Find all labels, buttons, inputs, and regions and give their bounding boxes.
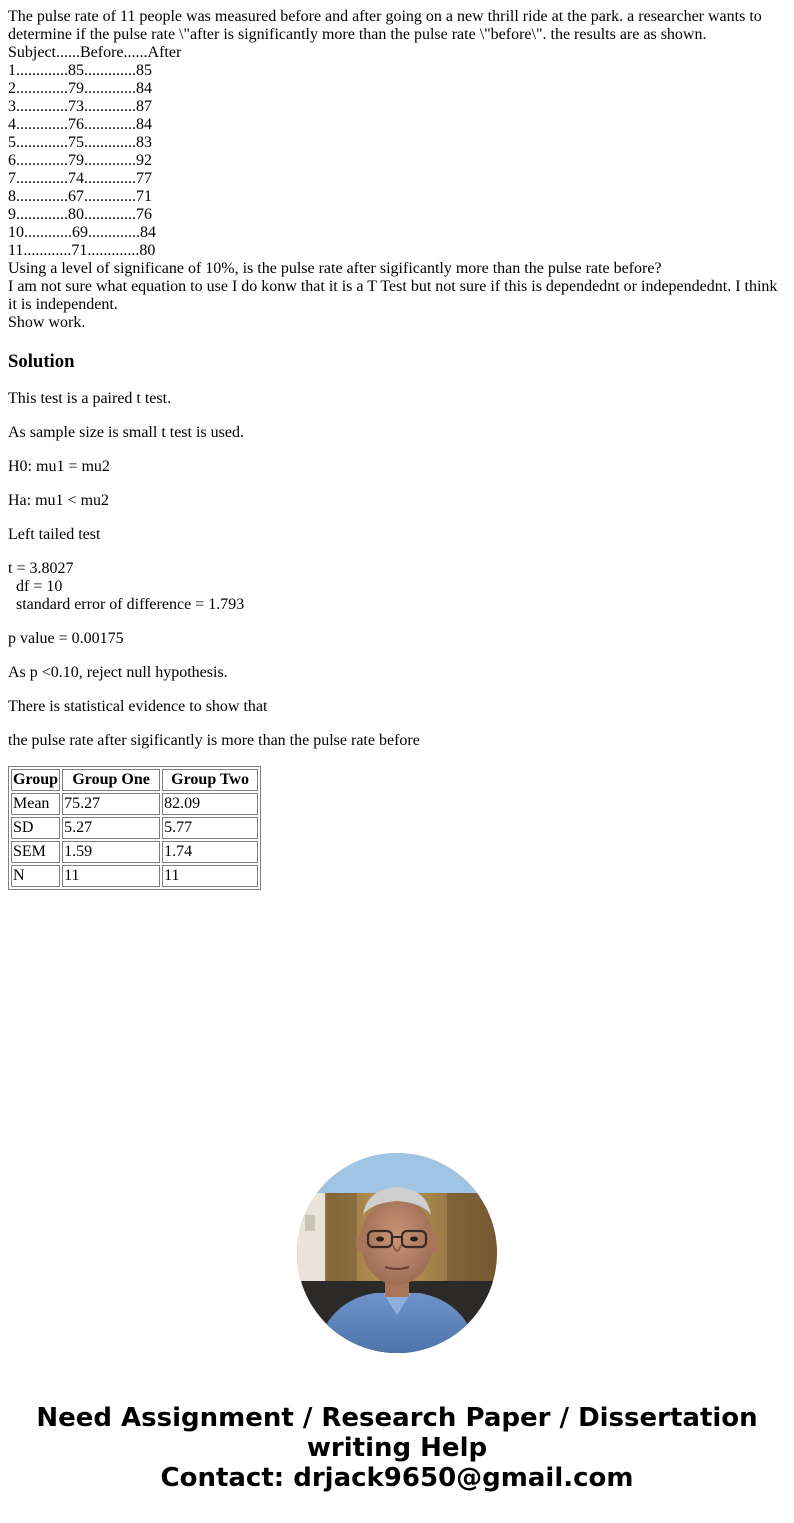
solution-alt-hypothesis: Ha: mu1 < mu2 <box>8 492 110 509</box>
solution-p-value: p value = 0.00175 <box>8 630 124 647</box>
data-row: 10............69.............84 <box>8 224 156 241</box>
solution-reject: As p <0.10, reject null hypothesis. <box>8 664 228 681</box>
header-cell: Group <box>11 769 60 791</box>
table-row <box>11 793 258 815</box>
data-table-header: Subject......Before......After <box>8 44 182 61</box>
data-row: 4.............76.............84 <box>8 116 152 133</box>
data-row: 1.............85.............85 <box>8 62 152 79</box>
question-unsure: I am not sure what equation to use I do konw that it is a T Test but not sure if this is dependednt or independednt. I think it is independent. <box>8 278 778 313</box>
table-cell: 1.74 <box>162 841 258 863</box>
table-cell: 11 <box>162 865 258 887</box>
data-row: 6.............79.............92 <box>8 152 152 169</box>
solution-block <box>8 390 786 750</box>
data-row: 11............71.............80 <box>8 242 156 259</box>
table-row <box>11 817 258 839</box>
table-row <box>11 865 258 887</box>
avatar-portrait <box>297 1153 497 1353</box>
solution-conclusion: the pulse rate after sigificantly is more than the pulse rate before <box>8 732 420 749</box>
table-header-row <box>11 769 258 791</box>
banner-line-2: writing Help <box>306 1433 488 1463</box>
header-cell: Group Two <box>162 769 258 791</box>
header-cell: Group One <box>62 769 160 791</box>
group-stats-table <box>8 766 261 890</box>
table-cell: 75.27 <box>62 793 160 815</box>
data-row: 5.............75.............83 <box>8 134 152 151</box>
table-cell: 1.59 <box>62 841 160 863</box>
banner-line-1: Need Assignment / Research Paper / Dissertation <box>36 1403 758 1433</box>
solution-tail: Left tailed test <box>8 526 101 543</box>
solution-heading: Solution <box>8 351 75 372</box>
solution-paired-test: This test is a paired t test. <box>8 390 172 407</box>
author-avatar <box>297 1153 497 1353</box>
solution-t-stats <box>8 560 786 614</box>
solution-sample-size: As sample size is small t test is used. <box>8 424 244 441</box>
table-cell: 11 <box>62 865 160 887</box>
solution-null-hypothesis: H0: mu1 = mu2 <box>8 458 110 475</box>
table-cell: 5.77 <box>162 817 258 839</box>
df-value: df = 10 <box>16 578 63 595</box>
solution-evidence: There is statistical evidence to show that <box>8 698 268 715</box>
data-row: 9.............80.............76 <box>8 206 152 223</box>
table-cell: 5.27 <box>62 817 160 839</box>
data-row: 8.............67.............71 <box>8 188 152 205</box>
data-row: 2.............79.............84 <box>8 80 152 97</box>
standard-error: standard error of difference = 1.793 <box>16 596 245 613</box>
contact-banner <box>0 1403 794 1493</box>
table-cell: Mean <box>11 793 60 815</box>
data-row: 7.............74.............77 <box>8 170 152 187</box>
table-cell: SEM <box>11 841 60 863</box>
contact-email: Contact: drjack9650@gmail.com <box>160 1463 634 1493</box>
question-intro: The pulse rate of 11 people was measured before and after going on a new thrill ride at the park. a researcher wants to determine if the pulse rate \"after is significantly more than the pulse rate \"before\". the results are as shown. <box>8 8 762 43</box>
t-value: t = 3.8027 <box>8 560 74 577</box>
question-significance: Using a level of significane of 10%, is the pulse rate after sigificantly more than the pulse rate before? <box>8 260 662 277</box>
table-row <box>11 841 258 863</box>
table-cell: N <box>11 865 60 887</box>
question-block <box>8 8 786 332</box>
question-show-work: Show work. <box>8 314 86 331</box>
table-cell: SD <box>11 817 60 839</box>
table-cell: 82.09 <box>162 793 258 815</box>
data-row: 3.............73.............87 <box>8 98 152 115</box>
